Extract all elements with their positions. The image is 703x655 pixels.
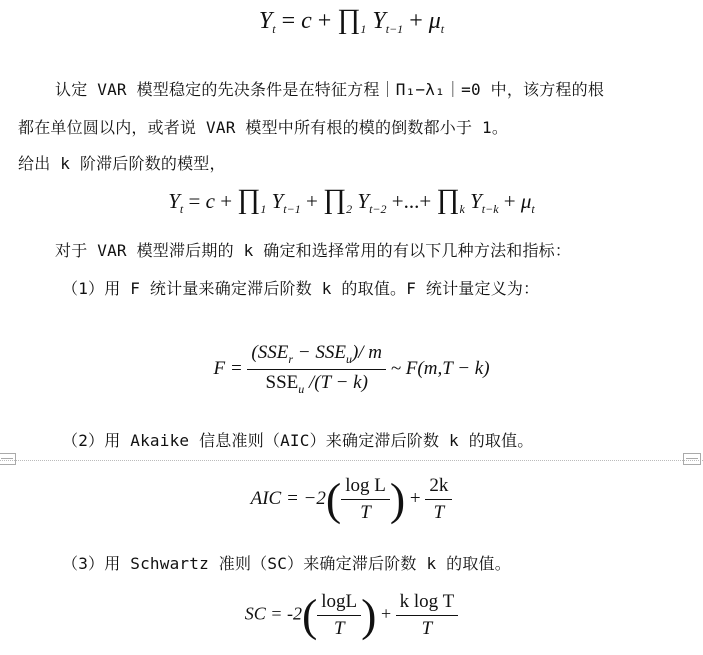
aic-equation: AIC = −2( $\frac{\text{log L}}{T}$ ) + $\frac{2k}{T}$ [0, 475, 703, 524]
paragraph-methods: 对于 VAR 模型滞后期的 k 确定和选择常用的有以下几种方法和指标： [55, 241, 572, 260]
method-2-aic: （2）用 Akaike 信息准则（AIC）来确定滞后阶数 k 的取值。 [62, 431, 534, 450]
paragraph-stability-1: 认定 VAR 模型稳定的先决条件是在特征方程｜Π₁−λ₁｜=0 中，该方程的根 [55, 80, 605, 99]
page-break-line [0, 460, 703, 461]
sc-equation: SC = -2( $\frac{\log L}{T}$ ) + $\frac{\text{k log T}}{T}$ [0, 591, 703, 640]
var-equation-k: $Y_t = c$ + $\prod_1$ $Y_{t-1}$ + $\prod_2$ $Y_{t-2}$ +...+ $\prod_k$ $Y_{t-k} + \mu_t$ [168, 184, 535, 216]
method-1-f-statistic: （1）用 F 统计量来确定滞后阶数 k 的取值。F 统计量定义为： [62, 279, 540, 298]
paragraph-stability-2: 都在单位圆以内，或者说 VAR 模型中所有根的模的倒数都小于 1。 [18, 118, 509, 137]
page-break-marker-left [0, 453, 16, 465]
var-equation-1: $Y_t = c$ + $\prod_1$ $Y_{t-1} + \mu_t$ [258, 4, 445, 36]
method-3-sc: （3）用 Schwartz 准则（SC）来确定滞后阶数 k 的取值。 [62, 554, 511, 573]
page-break-marker-right [683, 453, 701, 465]
f-statistic-equation: F = $\frac{(SSE_r - SSE_u)/ m}{SSE_u /(T - k)}$ ~ F(m,T − k) [213, 342, 490, 396]
paragraph-k-order: 给出 k 阶滞后阶数的模型， [18, 154, 226, 173]
